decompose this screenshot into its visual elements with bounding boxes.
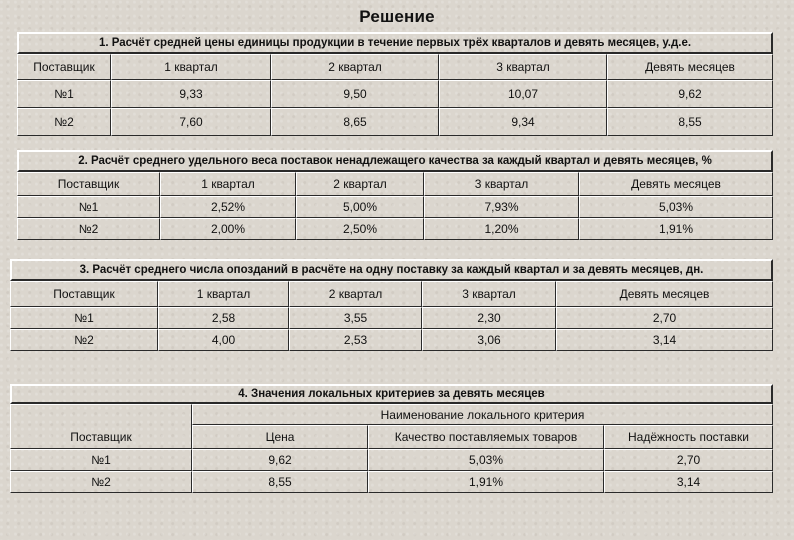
value-cell: 9,33	[111, 80, 271, 108]
table-row	[17, 196, 773, 218]
value-cell: 3,14	[604, 471, 773, 493]
header-q2: 2 квартал	[289, 281, 422, 307]
table-row	[17, 218, 773, 240]
header-q2: 2 квартал	[271, 54, 439, 80]
header-nine-months: Девять месяцев	[556, 281, 773, 307]
header-q1: 1 квартал	[111, 54, 271, 80]
header-q1: 1 квартал	[160, 172, 296, 196]
value-cell: 9,50	[271, 80, 439, 108]
section-1-caption: 1. Расчёт средней цены единицы продукции в течение первых трёх кварталов и девять месяцев, у.д.е.	[17, 32, 773, 54]
value-cell: 8,55	[607, 108, 773, 136]
table-header-row	[17, 172, 773, 196]
header-criteria-group: Наименование локального критерия	[192, 404, 773, 425]
value-cell: 9,62	[192, 449, 368, 471]
section-4-table	[10, 404, 773, 493]
value-cell: 3,14	[556, 329, 773, 351]
value-cell: 5,03%	[579, 196, 773, 218]
value-cell: 4,00	[158, 329, 289, 351]
section-2-caption: 2. Расчёт среднего удельного веса поставок ненадлежащего качества за каждый квартал и девять месяцев, %	[17, 150, 773, 172]
section-2-table	[17, 172, 773, 240]
value-cell: 5,00%	[296, 196, 424, 218]
header-supplier: Поставщик	[17, 54, 111, 80]
table-header-row	[17, 54, 773, 80]
table-row	[17, 108, 773, 136]
value-cell: 2,58	[158, 307, 289, 329]
value-cell: 1,20%	[424, 218, 579, 240]
page-title: Решение	[359, 7, 435, 26]
value-cell: 7,60	[111, 108, 271, 136]
header-q3: 3 квартал	[422, 281, 556, 307]
value-cell: 2,50%	[296, 218, 424, 240]
value-cell: 3,06	[422, 329, 556, 351]
value-cell: 9,34	[439, 108, 607, 136]
header-supplier: Поставщик	[10, 404, 192, 449]
value-cell: 10,07	[439, 80, 607, 108]
value-cell: 2,70	[556, 307, 773, 329]
header-quality: Качество поставляемых товаров	[368, 425, 604, 449]
value-cell: 2,00%	[160, 218, 296, 240]
supplier-cell: №1	[10, 307, 158, 329]
header-supplier: Поставщик	[10, 281, 158, 307]
supplier-cell: №1	[17, 196, 160, 218]
value-cell: 8,55	[192, 471, 368, 493]
header-nine-months: Девять месяцев	[579, 172, 773, 196]
value-cell: 3,55	[289, 307, 422, 329]
table-row	[10, 307, 773, 329]
section-3-table	[10, 281, 773, 351]
header-supplier: Поставщик	[17, 172, 160, 196]
header-q3: 3 квартал	[439, 54, 607, 80]
table-header-row	[10, 281, 773, 307]
table-row	[17, 80, 773, 108]
value-cell: 2,53	[289, 329, 422, 351]
supplier-cell: №2	[10, 329, 158, 351]
header-q2: 2 квартал	[296, 172, 424, 196]
value-cell: 9,62	[607, 80, 773, 108]
value-cell: 1,91%	[579, 218, 773, 240]
value-cell: 1,91%	[368, 471, 604, 493]
value-cell: 7,93%	[424, 196, 579, 218]
value-cell: 8,65	[271, 108, 439, 136]
value-cell: 2,30	[422, 307, 556, 329]
header-reliability: Надёжность поставки	[604, 425, 773, 449]
header-q1: 1 квартал	[158, 281, 289, 307]
supplier-cell: №1	[17, 80, 111, 108]
value-cell: 2,70	[604, 449, 773, 471]
table-header-row	[10, 404, 773, 425]
table-row	[10, 329, 773, 351]
supplier-cell: №2	[17, 218, 160, 240]
section-3-caption: 3. Расчёт среднего числа опозданий в расчёте на одну поставку за каждый квартал и за девять месяцев, дн.	[10, 259, 773, 281]
header-q3: 3 квартал	[424, 172, 579, 196]
value-cell: 2,52%	[160, 196, 296, 218]
section-4-caption: 4. Значения локальных критериев за девять месяцев	[10, 384, 773, 404]
value-cell: 5,03%	[368, 449, 604, 471]
section-1-table	[17, 54, 773, 136]
supplier-cell: №2	[17, 108, 111, 136]
supplier-cell: №1	[10, 449, 192, 471]
header-nine-months: Девять месяцев	[607, 54, 773, 80]
supplier-cell: №2	[10, 471, 192, 493]
table-row	[10, 471, 773, 493]
table-row	[10, 449, 773, 471]
header-price: Цена	[192, 425, 368, 449]
